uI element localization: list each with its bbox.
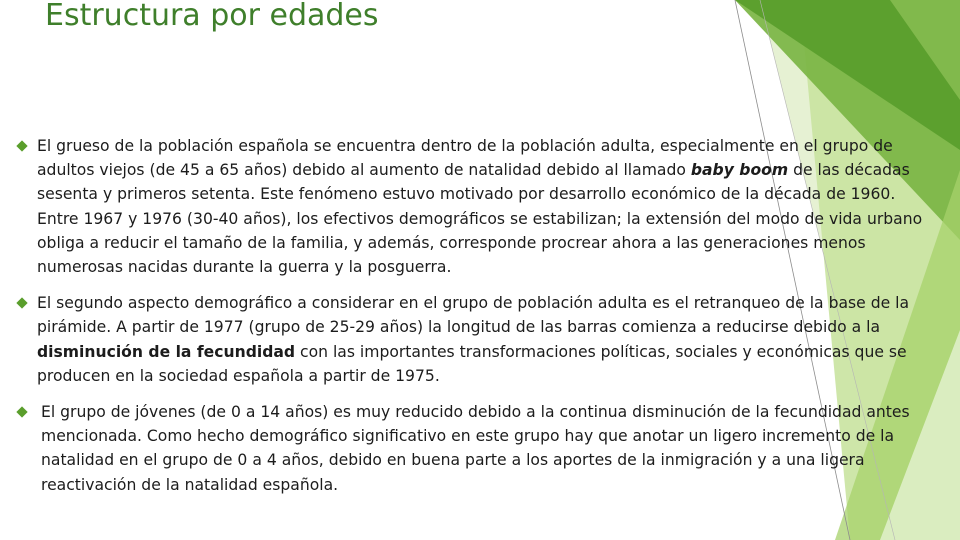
diamond-bullet-icon	[16, 140, 27, 151]
bullet-text: El grupo de jóvenes (de 0 a 14 años) es muy reducido debido a la continua disminución de la fecundidad antes mencionada. Como hecho demográfico significativo en este grupo hay que anotar un ligero incremento de la natalidad en el grupo de 0 a 4 años, debido en buena parte a los aportes de la inmigración y a una ligera reactivación de la natalidad española.	[41, 403, 910, 494]
emphasis-text: disminución de la fecundidad	[37, 342, 296, 361]
bullet-text: El grueso de la población española se encuentra dentro de la población adulta, especialmente en el grupo de adultos viejos (de 45 a 65 años) debido al aumento de natalidad debido al llamado baby boom de las décadas sesenta y primeros setenta. Este fenómeno estuvo motivado por desarrollo económico de la década de 1960. Entre 1967 y 1976 (30-40 años), los efectivos demográficos se estabilizan; la extensión del modo de vida urbano obliga a reducir el tamaño de la familia, y además, corresponde procrear ahora a las generaciones menos numerosas nacidas durante la guerra y la posguerra.	[37, 137, 923, 277]
diamond-bullet-icon	[16, 406, 27, 417]
bullet-item	[18, 400, 930, 497]
emphasis-text: baby boom	[690, 161, 789, 180]
diamond-bullet-icon	[16, 298, 27, 309]
bullet-item	[18, 291, 930, 388]
slide-title: Estructura por edades	[45, 0, 379, 33]
bullet-text: El segundo aspecto demográfico a considerar en el grupo de población adulta es el retranqueo de la base de la pirámide. A partir de 1977 (grupo de 25-29 años) la longitud de las barras comienza a reducirse debido a la disminución de la fecundidad con las importantes transformaciones políticas, sociales y económicas que se producen en la sociedad española a partir de 1975.	[37, 294, 910, 385]
slide-body	[18, 134, 930, 497]
bullet-item	[18, 134, 930, 279]
